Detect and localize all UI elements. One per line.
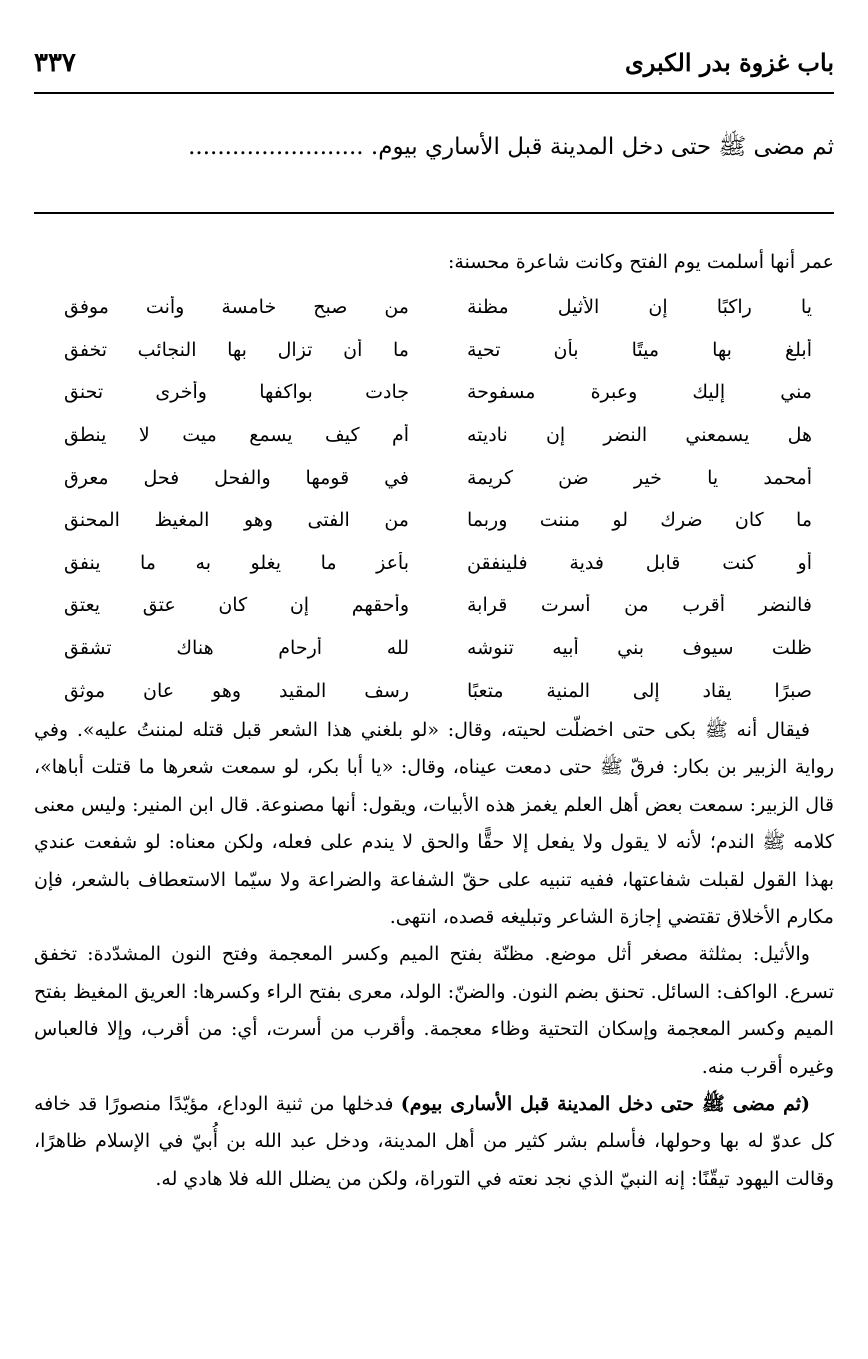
- commentary-paragraph: فيقال أنه ﷺ بكى حتى اخضلّت لحيته، وقال: «لو بلغني هذا الشعر قبل قتله لمننتُ عليه». وفي رواية الزبير بن بكار: فرقّ ﷺ حتى دمعت عيناه، وقال: «يا أبا بكر، لو سمعت شعرها ما قتلت أباها»، قال الزبير: سمعت بعض أهل العلم يغمز هذه الأبيات، ويقول: أنها مصنوعة. قال ابن المنير: وليس معنى كلامه ﷺ الندم؛ لأنه لا يقول ولا يفعل إلا حقًّا والحق لا يندم على فعله، ولكن معناه: لو شفعت عندي بهذا القول لقبلت شفاعتها، ففيه تنبيه على حقّ الشفاعة والضراعة ولا سيّما الاستعطاف بالشعر، فإن مكارم الأخلاق تقتضي إجازة الشاعر وتبليغه قصده، انتهى.: [34, 718, 834, 928]
- poem-verse: [34, 542, 834, 585]
- verse-second-hemistich: أم كيف يسمع ميت لا ينطق: [64, 424, 409, 447]
- running-header: [34, 48, 834, 94]
- verse-first-hemistich: هل يسمعني النضر إن ناديته: [467, 424, 812, 447]
- verse-second-hemistich: من صبح خامسة وأنت موفق: [64, 296, 409, 319]
- commentary-final-paragraph: [34, 1086, 834, 1198]
- main-text-line: ثم مضى ﷺ حتى دخل المدينة قبل الأساري بيوم.: [370, 134, 834, 160]
- running-title: باب غزوة بدر الكبرى: [625, 48, 834, 77]
- verse-first-hemistich: أو كنت قابل فدية فلينفقن: [467, 551, 812, 574]
- verse-second-hemistich: لله أرحام هناك تشقق: [64, 637, 409, 660]
- poem-verse: [34, 286, 834, 329]
- poem-verse: [34, 499, 834, 542]
- verse-second-hemistich: رسف المقيد وهو عان موثق: [64, 679, 409, 702]
- commentary: [34, 238, 834, 1198]
- verse-second-hemistich: وأحقهم إن كان عتق يعتق: [64, 594, 409, 617]
- verse-first-hemistich: مني إليك وعبرة مسفوحة: [467, 381, 812, 404]
- verse-first-hemistich: صبرًا يقاد إلى المنية متعبًا: [467, 679, 812, 702]
- poem-verse: [34, 329, 834, 372]
- poem-verse: [34, 371, 834, 414]
- verse-first-hemistich: فالنضر أقرب من أسرت قرابة: [467, 594, 812, 617]
- page-number: ٣٣٧: [34, 48, 76, 78]
- poem-verse: [34, 627, 834, 670]
- verse-first-hemistich: أمحمد يا خير ضن كريمة: [467, 466, 812, 489]
- commentary-intro: عمر أنها أسلمت يوم الفتح وكانت شاعرة محسنة:: [447, 251, 834, 273]
- verse-first-hemistich: يا راكبًا إن الأثيل مظنة: [467, 296, 812, 319]
- verse-second-hemistich: جادت بواكفها وأخرى تحنق: [64, 381, 409, 404]
- main-text: [34, 125, 834, 169]
- commentary-prose: [34, 712, 834, 1198]
- poem-verse: [34, 456, 834, 499]
- verse-first-hemistich: ما كان ضرك لو مننت وربما: [467, 509, 812, 532]
- commentary-final-text: فدخلها من ثنية الوداع، مؤيّدًا منصورًا قد خافه كل عدوّ له بها وحولها، فأسلم بشر كثير من أهل المدينة، ودخل عبد الله بن أُبيّ في الإسلام ظاهرًا، وقالت اليهود تيقّنًا: إنه النبيّ الذي نجد نعته في التوراة، ولكن من يضلل الله فلا هادي له.: [34, 1093, 834, 1190]
- main-text-dots: ........................: [188, 134, 364, 160]
- poem-verse: [34, 584, 834, 627]
- verse-second-hemistich: في قومها والفحل فحل معرق: [64, 466, 409, 489]
- quoted-main-text: (ثم مضى ﷺ حتى دخل المدينة قبل الأسارى بيوم): [400, 1093, 810, 1115]
- poem-verse: [34, 669, 834, 712]
- verse-first-hemistich: أبلغ بها ميتًا بأن تحية: [467, 338, 812, 361]
- commentary-paragraph: والأثيل: بمثلثة مصغر أثل موضع. مظنّة بفتح الميم وكسر المعجمة وفتح النون المشدّدة: تخفق تسرع. الواكف: السائل. تحنق بضم النون. والضنّ: الولد، معرى بفتح الراء وكسرها: العريق المغيظ بفتح الميم وكسر المعجمة وإسكان التحتية وظاء معجمة. وأقرب من أسرت، أي: من أقرب، وإلا فالعباس وغيره أقرب منه.: [34, 943, 834, 1078]
- verse-second-hemistich: من الفتى وهو المغيظ المحنق: [64, 509, 409, 532]
- book-page: [34, 0, 834, 1359]
- divider-line: [34, 212, 834, 214]
- verse-second-hemistich: بأعز ما يغلو به ما ينفق: [64, 551, 409, 574]
- poem-verse: [34, 414, 834, 457]
- verse-second-hemistich: ما أن تزال بها النجائب تخفق: [64, 338, 409, 361]
- verse-first-hemistich: ظلت سيوف بني أبيه تنوشه: [467, 637, 812, 660]
- poem: [34, 286, 834, 712]
